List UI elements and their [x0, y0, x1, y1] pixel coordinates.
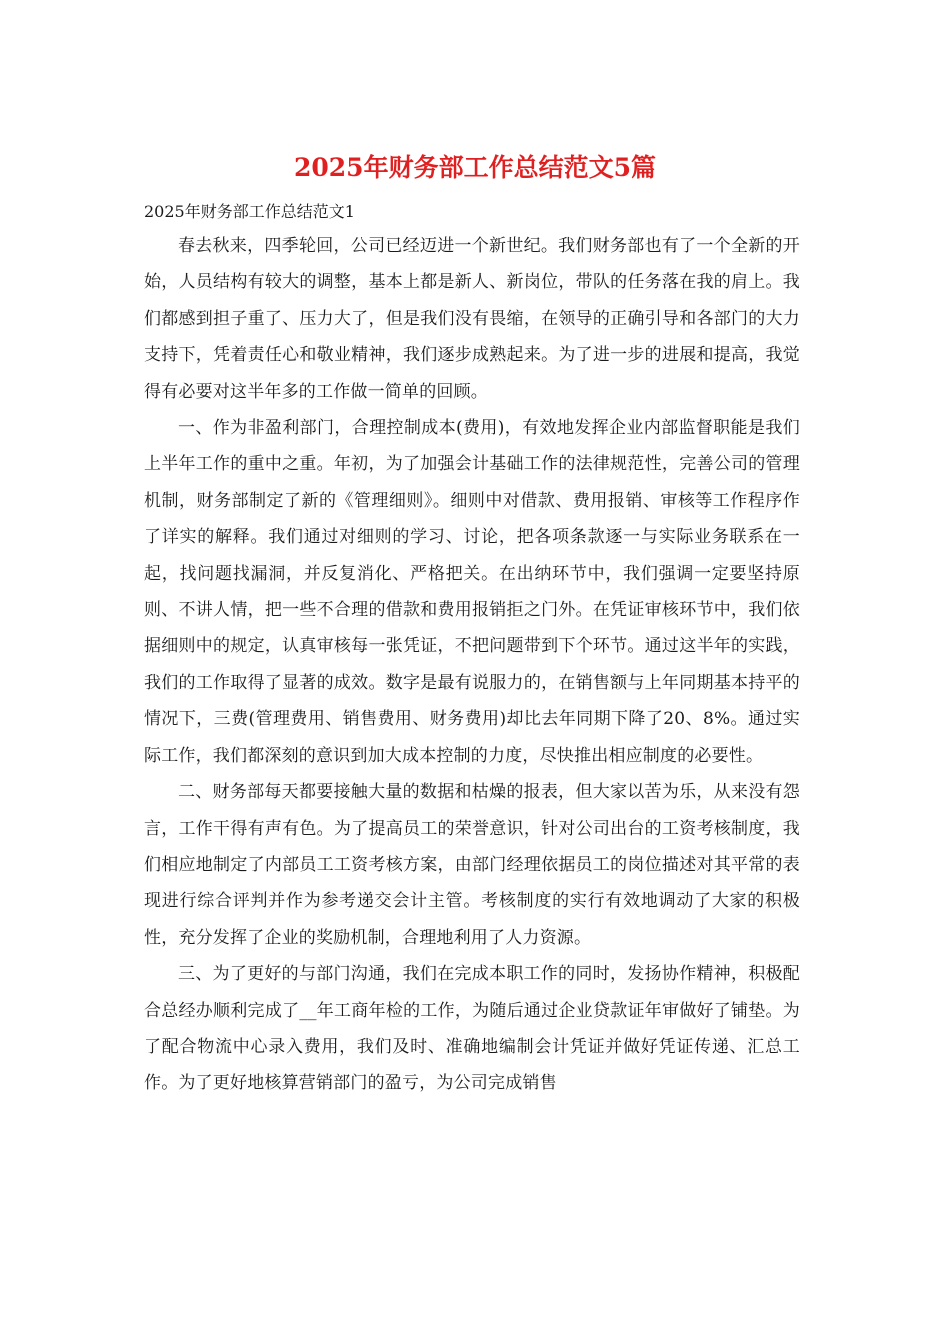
paragraph-intro: 春去秋来，四季轮回，公司已经迈进一个新世纪。我们财务部也有了一个全新的开始，人员结构有较大的调整，基本上都是新人、新岗位，带队的任务落在我的肩上。我们都感到担子重了、压力大了，但是我们没有畏缩，在领导的正确引导和各部门的大力支持下，凭着责任心和敬业精神，我们逐步成熟起来。为了进一步的进展和提高，我觉得有必要对这半年多的工作做一简单的回顾。 — [144, 236, 800, 402]
document-body — [144, 228, 800, 1102]
document-title: 2025年财务部工作总结范文5篇 — [294, 153, 656, 182]
document-subtitle: 2025年财务部工作总结范文1 — [144, 202, 355, 221]
paragraph-section-1: 一、作为非盈利部门，合理控制成本(费用)，有效地发挥企业内部监督职能是我们上半年工作的重中之重。年初，为了加强会计基础工作的法律规范性，完善公司的管理机制，财务部制定了新的《管理细则》。细则中对借款、费用报销、审核等工作程序作了详实的解释。我们通过对细则的学习、讨论，把各项条款逐一与实际业务联系在一起，找问题找漏洞，并反复消化、严格把关。在出纳环节中，我们强调一定要坚持原则、不讲人情，把一些不合理的借款和费用报销拒之门外。在凭证审核环节中，我们依据细则中的规定，认真审核每一张凭证，不把问题带到下个环节。通过这半年的实践，我们的工作取得了显著的成效。数字是最有说服力的，在销售额与上年同期基本持平的情况下，三费(管理费用、销售费用、财务费用)却比去年同期下降了20、8%。通过实际工作，我们都深刻的意识到加大成本控制的力度，尽快推出相应制度的必要性。 — [144, 418, 800, 766]
paragraph-section-3: 三、为了更好的与部门沟通，我们在完成本职工作的同时，发扬协作精神，积极配合总经办顺利完成了__年工商年检的工作，为随后通过企业贷款证年审做好了铺垫。为了配合物流中心录入费用，我们及时、准确地编制会计凭证并做好凭证传递、汇总工作。为了更好地核算营销部门的盈亏，为公司完成销售 — [144, 964, 800, 1094]
paragraph-section-2: 二、财务部每天都要接触大量的数据和枯燥的报表，但大家以苦为乐，从来没有怨言，工作干得有声有色。为了提高员工的荣誉意识，针对公司出台的工资考核制度，我们相应地制定了内部员工工资考核方案，由部门经理依据员工的岗位描述对其平常的表现进行综合评判并作为参考递交会计主管。考核制度的实行有效地调动了大家的积极性，充分发挥了企业的奖励机制，合理地利用了人力资源。 — [144, 782, 800, 948]
